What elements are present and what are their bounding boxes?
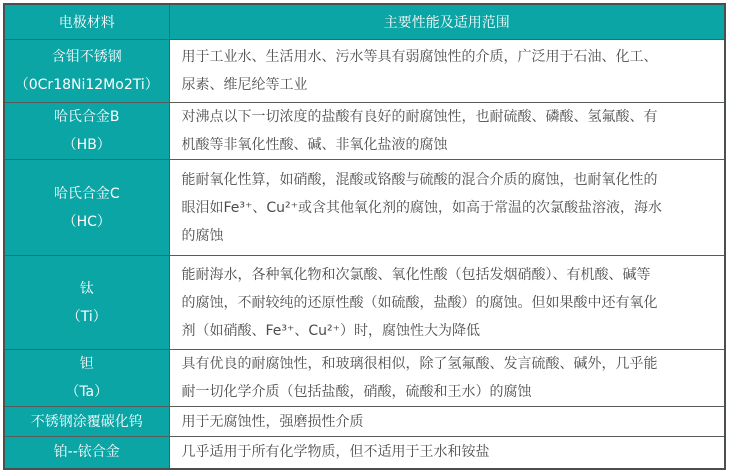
material-line: （HC） xyxy=(62,213,111,230)
description-line: 用于无腐蚀性，强磨损性介质 xyxy=(181,413,364,430)
material-cell xyxy=(4,160,169,256)
material-line: 钛 xyxy=(79,280,94,297)
material-line: 铂--铱合金 xyxy=(53,444,120,461)
description-line: 的腐蚀 xyxy=(181,227,224,244)
table-row xyxy=(4,40,725,103)
description-line: 尿素、维尼纶等工业 xyxy=(181,77,308,93)
description-line: 的腐蚀，不耐较纯的还原性酸（如硫酸，盐酸）的腐蚀。但如果酸中还有氧化 xyxy=(181,294,658,311)
header-cell-performance: 主要性能及适用范围 xyxy=(169,4,725,40)
material-line: （Ta） xyxy=(65,384,109,400)
material-line: 钽 xyxy=(79,356,94,372)
description-cell xyxy=(169,437,725,469)
description-line: 耐一切化学介质（包括盐酸，硝酸，硫酸和王水）的腐蚀 xyxy=(181,384,532,400)
description-line: 能耐氧化性算，如硝酸，混酸或铬酸与硫酸的混合介质的腐蚀，也耐氧化性的 xyxy=(181,171,658,188)
electrode-material-table xyxy=(3,3,726,470)
material-cell xyxy=(4,437,169,469)
material-cell xyxy=(4,407,169,437)
material-cell xyxy=(4,350,169,407)
description-line: 用于工业水、生活用水、污水等具有弱腐蚀性的介质，广泛用于石油、化工、 xyxy=(181,49,658,65)
description-cell xyxy=(169,160,725,256)
table-row xyxy=(4,350,725,407)
description-cell xyxy=(169,407,725,437)
material-line: （0Cr18Ni12Mo2Ti） xyxy=(14,77,159,93)
material-cell xyxy=(4,40,169,103)
description-line: 眼泪如Fe³⁺、Cu²⁺或含其他氧化剂的腐蚀，如高于常温的次氯酸盐溶液，海水 xyxy=(181,199,663,216)
description-line: 具有优良的耐腐蚀性，和玻璃很相似，除了氢氟酸、发言硫酸、碱外，几乎能 xyxy=(181,356,658,372)
material-cell xyxy=(4,103,169,160)
material-line: （HB） xyxy=(62,137,111,153)
description-line: 能耐海水，各种氧化物和次氯酸、氧化性酸（包括发烟硝酸）、有机酸、碱等 xyxy=(181,266,651,283)
material-cell xyxy=(4,256,169,350)
header-row xyxy=(4,4,725,40)
description-line: 对沸点以下一切浓度的盐酸有良好的耐腐蚀性，也耐硫酸、磷酸、氢氟酸、有 xyxy=(181,109,658,125)
table-row xyxy=(4,407,725,437)
material-line: （Ti） xyxy=(66,308,107,325)
table-body xyxy=(4,40,725,469)
description-line: 机酸等非氧化性酸、碱、非氧化盐液的腐蚀 xyxy=(181,137,448,153)
description-cell xyxy=(169,103,725,160)
description-cell xyxy=(169,256,725,350)
description-cell xyxy=(169,40,725,103)
header-cell-material: 电极材料 xyxy=(4,4,169,40)
table-row xyxy=(4,437,725,469)
description-cell xyxy=(169,350,725,407)
description-line: 几乎适用于所有化学物质，但不适用于王水和铵盐 xyxy=(181,444,490,461)
material-line: 哈氏合金C xyxy=(53,185,120,202)
material-line: 不锈钢涂覆碳化钨 xyxy=(30,413,143,430)
table-row xyxy=(4,103,725,160)
table-row xyxy=(4,256,725,350)
description-line: 剂（如硝酸、Fe³⁺、Cu²⁺）时，腐蚀性大为降低 xyxy=(181,322,481,339)
table-row xyxy=(4,160,725,256)
material-line: 含钼不锈钢 xyxy=(51,49,122,65)
material-line: 哈氏合金B xyxy=(53,109,120,125)
